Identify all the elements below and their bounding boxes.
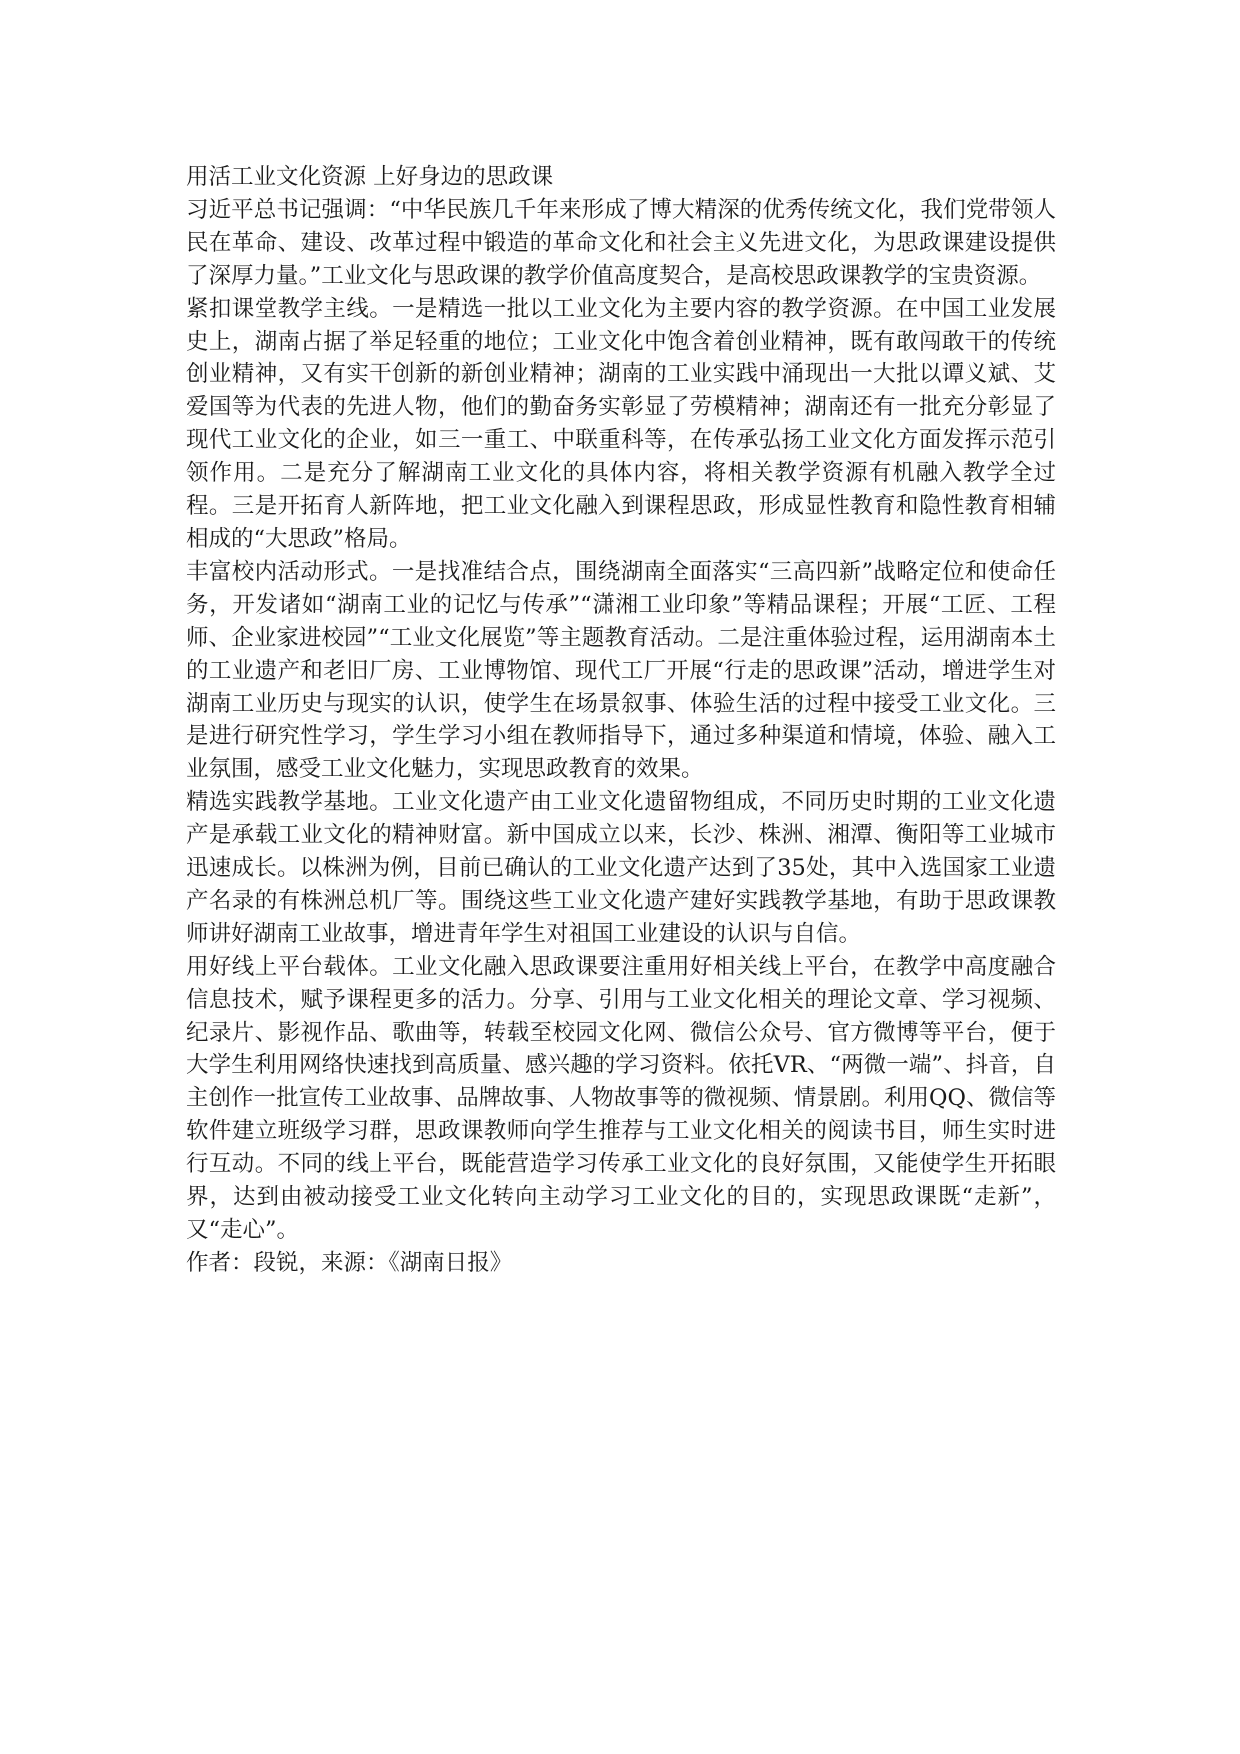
article-paragraph-classroom: 紧扣课堂教学主线。一是精选一批以工业文化为主要内容的教学资源。在中国工业发展史上，湖南占据了举足轻重的地位；工业文化中饱含着创业精神，既有敢闯敢干的传统创业精神，又有实干创新的新创业精神；湖南的工业实践中涌现出一大批以谭义斌、艾爱国等为代表的先进人物，他们的勤奋务实彰显了劳模精神；湖南还有一批充分彰显了现代工业文化的企业，如三一重工、中联重科等，在传承弘扬工业文化方面发挥示范引领作用。二是充分了解湖南工业文化的具体内容，将相关教学资源有机融入教学全过程。三是开拓育人新阵地，把工业文化融入到课程思政，形成显性教育和隐性教育相辅相成的“大思政”格局。 [186, 295, 1056, 552]
article-paragraph-campus-activities: 丰富校内活动形式。一是找准结合点，围绕湖南全面落实“三高四新”战略定位和使命任务，开发诸如“湖南工业的记忆与传承”“潇湘工业印象”等精品课程；开展“工匠、工程师、企业家进校园”“工业文化展览”等主题教育活动。二是注重体验过程，运用湖南本土的工业遗产和老旧厂房、工业博物馆、现代工厂开展“行走的思政课”活动，增进学生对湖南工业历史与现实的认识，使学生在场景叙事、体验生活的过程中接受工业文化。三是进行研究性学习，学生学习小组在教师指导下，通过多种渠道和情境，体验、融入工业氛围，感受工业文化魅力，实现思政教育的效果。 [186, 558, 1056, 783]
article-paragraph-practice-base: 精选实践教学基地。工业文化遗产由工业文化遗留物组成，不同历史时期的工业文化遗产是承载工业文化的精神财富。新中国成立以来，长沙、株洲、湘潭、衡阳等工业城市迅速成长。以株洲为例，目前已确认的工业文化遗产达到了35处，其中入选国家工业遗产名录的有株洲总机厂等。围绕这些工业文化遗产建好实践教学基地，有助于思政课教师讲好湖南工业故事，增进青年学生对祖国工业建设的认识与自信。 [186, 789, 1056, 947]
article-paragraph-intro: 习近平总书记强调：“中华民族几千年来形成了博大精深的优秀传统文化，我们党带领人民在革命、建设、改革过程中锻造的革命文化和社会主义先进文化，为思政课建设提供了深厚力量。”工业文化与思政课的教学价值高度契合，是高校思政课教学的宝贵资源。 [186, 196, 1056, 289]
article-body [186, 161, 1056, 1280]
article-paragraph-online-platform: 用好线上平台载体。工业文化融入思政课要注重用好相关线上平台，在教学中高度融合信息技术，赋予课程更多的活力。分享、引用与工业文化相关的理论文章、学习视频、纪录片、影视作品、歌曲等，转载至校园文化网、微信公众号、官方微博等平台，便于大学生利用网络快速找到高质量、感兴趣的学习资料。依托VR、“两微一端”、抖音，自主创作一批宣传工业故事、品牌故事、人物故事等的微视频、情景剧。利用QQ、微信等软件建立班级学习群，思政课教师向学生推荐与工业文化相关的阅读书目，师生实时进行互动。不同的线上平台，既能营造学习传承工业文化的良好氛围，又能使学生开拓眼界，达到由被动接受工业文化转向主动学习工业文化的目的，实现思政课既“走新”，又“走心”。 [186, 953, 1056, 1243]
article-byline: 作者：段锐，来源：《湖南日报》 [186, 1249, 513, 1276]
article-title: 用活工业文化资源 上好身边的思政课 [186, 164, 554, 190]
